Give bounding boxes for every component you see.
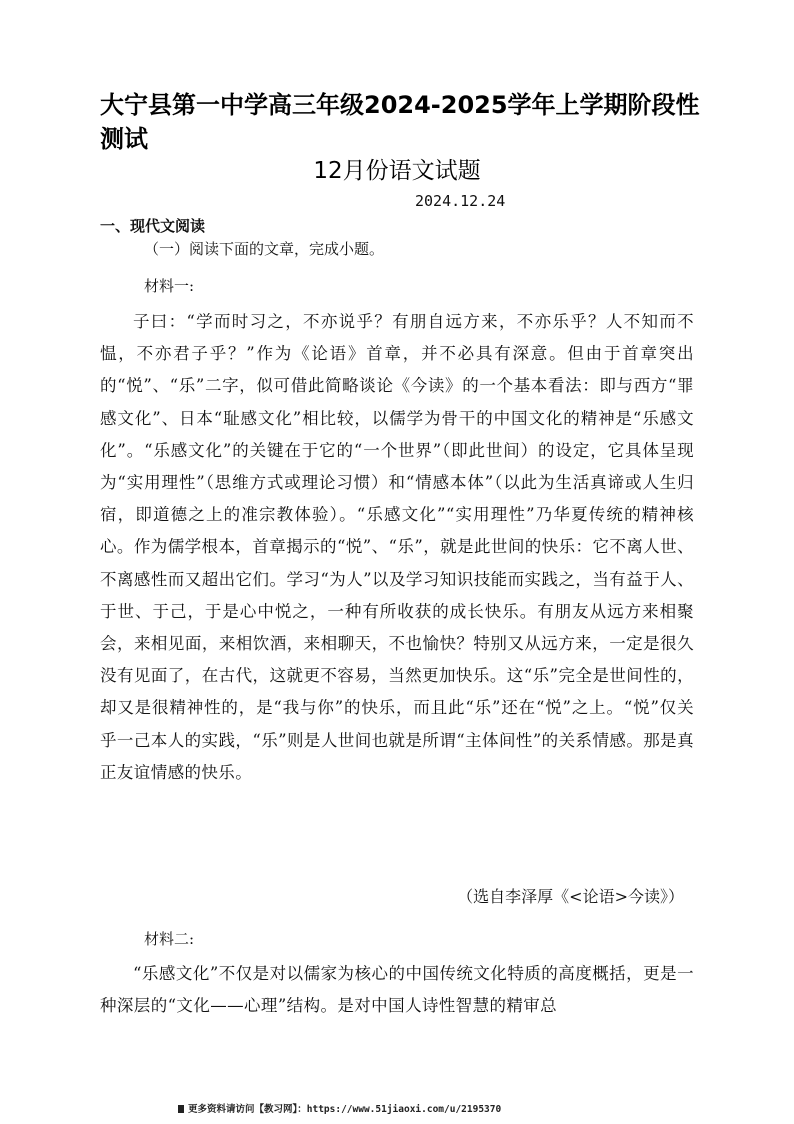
material-one-paragraph: 子曰：“学而时习之，不亦说乎？有朋自远方来，不亦乐乎？人不知而不愠，不亦君子乎？”作为《论语》首章，并不必具有深意。但由于首章突出的“悦”、“乐”二字，似可借此简略谈论《今读》的一个基本看法：即与西方“罪感文化”、日本“耻感文化”相比较，以儒学为骨干的中国文化的精神是“乐感文化”。“乐感文化”的关键在于它的“一个世界”（即此世间）的设定，它具体呈现为“实用理性”（思维方式或理论习惯）和“情感本体”（以此为生活真谛或人生归宿，即道德之上的准宗教体验）。“乐感文化”“实用理性”乃华夏传统的精神核心。作为儒学根本，首章揭示的“悦”、“乐”，就是此世间的快乐：它不离人世、不离感性而又超出它们。学习“为人”以及学习知识技能而实践之，当有益于人、于世、于己，于是心中悦之，一种有所收获的成长快乐。有朋友从远方来相聚会，来相见面，来相饮酒，来相聊天，不也愉快？特别又从远方来，一定是很久没有见面了，在古代，这就更不容易，当然更加快乐。这“乐”完全是世间性的，却又是很精神性的，是“我与你”的快乐，而且此“乐”还在“悦”之上。“悦”仅关乎一己本人的实践，“乐”则是人世间也就是所谓“主体间性”的关系情感。那是真正友谊情感的快乐。 [100, 312, 694, 782]
material-two-body [100, 958, 694, 1022]
section-heading: 一、现代文阅读 [100, 217, 206, 235]
flag-icon [178, 1105, 184, 1113]
material-two-label: 材料二: [144, 930, 195, 948]
footer-note [178, 1104, 501, 1116]
exam-date: 2024.12.24 [415, 192, 506, 210]
material-one-source: （选自李泽厚《<论语>今读》） [457, 887, 684, 906]
material-one-label: 材料一: [144, 277, 195, 295]
material-two-paragraph: “乐感文化”不仅是对以儒家为核心的中国传统文化特质的高度概括，更是一种深层的“文化——心理”结构。是对中国人诗性智慧的精审总 [100, 964, 694, 1016]
material-one-body [100, 306, 694, 789]
footer-link-text[interactable]: 更多资料请访问【教习网】：https://www.51jiaoxi.com/u/2195370 [188, 1104, 502, 1115]
exam-subtitle: 12月份语文试题 [313, 158, 481, 184]
exam-title: 大宁县第一中学高三年级2024-2025学年上学期阶段性测试 [100, 91, 700, 153]
section-instruction: （一）阅读下面的文章，完成小题。 [144, 240, 385, 258]
